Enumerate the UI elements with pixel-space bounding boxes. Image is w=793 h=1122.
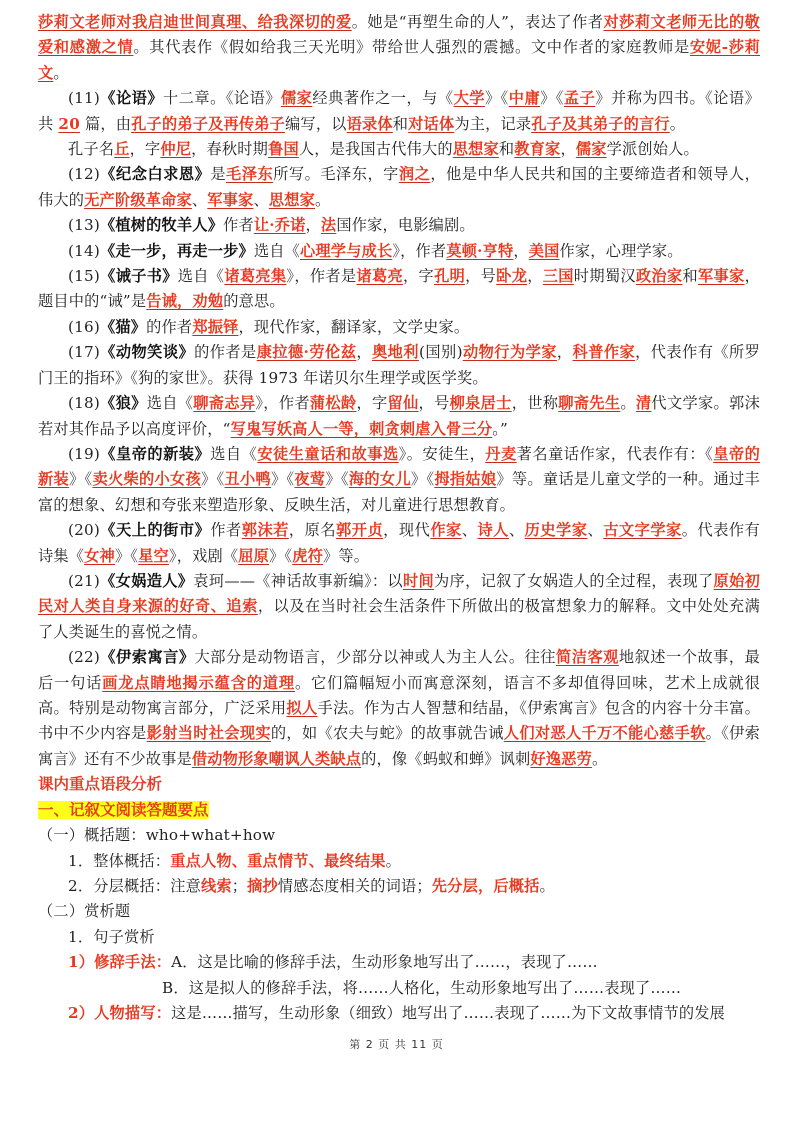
text-run: ， [513, 241, 529, 260]
text-run: ，字 [356, 394, 388, 413]
outline-line-o6 [38, 950, 760, 975]
paragraph-p0 [38, 10, 760, 86]
text-run: 的，如《农夫与蛇》的故事就告诫 [270, 724, 504, 743]
text-run: 》，作者是 [286, 267, 357, 286]
work-title: 《狼》 [99, 394, 147, 413]
outline-line-o8 [38, 1001, 760, 1026]
text-run: 》《 [269, 546, 293, 565]
text-run: ，春秋时期 [191, 140, 269, 159]
key-point-underlined: 诸葛亮集 [224, 267, 287, 286]
key-point-underlined: 聊斋志异 [193, 394, 256, 413]
outline-line-o5 [38, 925, 760, 950]
paragraph-p17 [38, 340, 760, 391]
paragraph-p20 [38, 518, 760, 569]
key-point-underlined: 政治家 [635, 267, 683, 286]
answer-outline [38, 823, 760, 1026]
paragraph-p19 [38, 442, 760, 518]
key-point-underlined: 安妮-莎莉文 [38, 38, 761, 82]
text-run: ，现代 [383, 521, 431, 540]
text-run: (16) [68, 317, 100, 336]
key-point-underlined: 丘 [114, 140, 130, 159]
text-run: 》《 [201, 470, 225, 489]
paragraph-p14 [38, 239, 760, 264]
key-point-underlined: 人们对恶人千万不能心慈手软 [503, 724, 706, 743]
key-point-underlined: 鲁国 [268, 140, 299, 159]
key-point-underlined: 儒家 [575, 140, 607, 159]
work-title: 《伊索寓言》 [99, 648, 195, 667]
text-run: （一）概括题：who+what+how [38, 826, 276, 845]
paragraph-p22 [38, 645, 760, 772]
outline-line-o1 [38, 823, 760, 848]
key-point-underlined: 科普作家 [572, 343, 636, 362]
text-run: (18) [68, 394, 100, 413]
key-point-underlined: 儒家 [280, 89, 313, 108]
text-run: 。 [591, 749, 608, 768]
work-title: 《纪念白求恩》 [99, 165, 211, 184]
key-point-underlined: 拟人 [286, 698, 318, 717]
text-run: 孔子名 [68, 140, 115, 159]
key-point: 摘抄 [247, 877, 278, 895]
key-point-underlined: 海的女儿 [348, 470, 411, 489]
key-point-underlined: 屈原 [238, 546, 270, 565]
text-run: 1．整体概括： [68, 851, 171, 870]
key-point-underlined: 清 [635, 394, 652, 413]
text-run: 》《 [484, 89, 509, 108]
text-run: 。《伊索寓言》还有不少故事是 [38, 724, 761, 768]
text-run: 选自《 [177, 267, 225, 286]
key-point: 重点人物、重点情节、最终结果 [170, 851, 386, 870]
key-point-underlined: 军事家 [207, 190, 254, 209]
text-run: 为主，记录 [454, 114, 532, 133]
key-point-underlined: 孔子的弟子及再传弟子 [131, 114, 286, 133]
key-point-underlined: 卖火柴的小女孩 [92, 470, 202, 489]
text-run: 著名童话作家，代表作有：《 [516, 444, 714, 463]
text-run: ，原名 [288, 521, 337, 540]
text-run: 。它们篇幅短小而寓意深刻，语言不多却值得回味，艺术上成就很高。特别是动物寓言部分，广泛采用 [38, 673, 760, 717]
key-point-underlined: 卧龙 [496, 267, 528, 286]
outline-line-o4 [38, 899, 760, 924]
text-run: （二）赏析题 [38, 902, 131, 921]
text-run: 。 [315, 190, 331, 209]
key-point-underlined: 郭开贞 [336, 521, 384, 540]
text-run: 是 [210, 165, 227, 184]
text-run: 选自《 [253, 241, 301, 260]
outline-line-o7 [38, 976, 760, 1001]
key-point: 先分层，后概括 [431, 877, 540, 895]
key-point-underlined: 柳泉居士 [449, 394, 512, 413]
key-point-underlined: 时间 [402, 571, 435, 590]
key-point-underlined: 教育家 [514, 140, 561, 159]
key-point-underlined: 诗人 [477, 521, 509, 540]
text-run: 和 [682, 267, 698, 286]
text-run: ，字 [129, 140, 161, 159]
key-point-underlined: 思想家 [452, 140, 499, 159]
text-run: 的，像《蚂蚁和蝉》讽刺 [361, 749, 531, 768]
text-run: 1．句子赏析 [68, 927, 155, 946]
outline-line-o2 [38, 849, 760, 874]
text-run: ， [356, 343, 372, 362]
text-run: 编写，以 [285, 114, 347, 133]
text-run: 学派创始人。 [606, 140, 699, 159]
text-run: 作家，心理学家。 [559, 241, 683, 260]
text-run: 。 [53, 63, 69, 82]
work-title: 《走一步，再走一步》 [99, 241, 254, 260]
paragraph-p18 [38, 391, 760, 442]
key-point-underlined: 孔子及其弟子的言行 [531, 114, 670, 133]
text-run: 时期蜀汉 [573, 267, 636, 286]
key-point-underlined: 美国 [528, 241, 560, 260]
text-run: ，题目中的“诫”是 [38, 267, 760, 311]
text-run: ，号 [418, 394, 450, 413]
text-run: 。 [620, 394, 636, 413]
text-run: 》，作者 [255, 394, 310, 413]
text-run: 作者 [223, 216, 254, 235]
text-run: (22) [68, 648, 100, 667]
key-point-underlined: 郑振铎 [192, 317, 239, 336]
key-point-underlined: 安徒生童话和故事选 [257, 444, 399, 463]
paragraph-p12 [38, 162, 760, 213]
key-point-underlined: 莎莉文老师对我启迪世间真理、给我深切的爱 [38, 13, 352, 31]
section-title: 课内重点语段分析 [38, 775, 163, 794]
text-run: 》，作者 [392, 241, 447, 260]
text-run: 和 [498, 140, 515, 159]
text-run: 。 [669, 114, 686, 133]
key-point-underlined: 无产阶级革命家 [84, 190, 192, 209]
text-run: A．这是比喻的修辞手法，生动形象地写出了……，表现了…… [171, 953, 598, 972]
key-point-underlined: 20 [58, 114, 80, 133]
key-point: 线索 [200, 877, 232, 895]
key-point-underlined: 皇帝的新装 [38, 444, 760, 489]
key-point-underlined: 古文字学家 [603, 521, 682, 540]
paragraph-p15 [38, 264, 760, 315]
paragraph-p21 [38, 569, 760, 645]
knowledge-list [38, 10, 760, 772]
text-run: ，世称 [511, 394, 559, 413]
text-run: 所写。毛泽东，字 [273, 165, 399, 184]
key-point-underlined: 好逸恶劳 [530, 749, 592, 768]
key-point-underlined: 大学 [453, 89, 485, 108]
key-point-underlined: 莫顿·亨特 [446, 241, 514, 260]
key-point-underlined: 心理学与成长 [300, 241, 393, 260]
key-point-underlined: 简洁客观 [556, 648, 619, 667]
key-point-underlined: 画龙点睛地揭示蕴含的道理 [102, 673, 295, 692]
text-run: (19) [68, 444, 100, 463]
text-run: 、 [508, 521, 525, 540]
key-point-underlined: 诸葛亮 [356, 267, 404, 286]
text-run: 手法。作为古人智慧和结晶，《伊索寓言》包含的内容十分丰富。书中不少内容是 [38, 698, 761, 743]
text-run: 》《 [540, 89, 564, 108]
key-point-underlined: 语录体 [346, 114, 393, 133]
work-title: 《论语》 [99, 89, 164, 108]
outline-line-o3 [38, 874, 760, 899]
text-run: ， [560, 140, 576, 159]
text-run: 》《 [410, 470, 435, 489]
text-run: 》等。童话是儿童文学的一种。通过丰富的想象、幻想和夸张来塑造形象、反映生活，对儿童进行思想教育。 [38, 470, 760, 514]
text-run: 代文学家。郭沫若对其作品予以高度评价，“ [38, 394, 760, 438]
text-run: B．这是拟人的修辞手法，将……人格化，生动形象地写出了……表现了…… [162, 978, 682, 997]
key-point-underlined: 让·乔诺 [253, 216, 306, 235]
key-point: 1）修辞手法： [68, 953, 172, 972]
key-point-underlined: 星空 [138, 546, 169, 565]
text-run: ， [556, 343, 573, 362]
text-run: 2．分层概括：注意 [68, 877, 201, 895]
key-point-underlined: 军事家 [698, 267, 745, 286]
text-run: 这是……描写，生动形象（细致）地写出了……表现了……为下文故事情节的发展 [171, 1004, 726, 1023]
text-run: 。她是“再塑生命的人”，表达了作者 [351, 13, 604, 31]
paragraph-p11b [38, 137, 760, 162]
key-point-underlined: 影射当时社会现实 [146, 724, 271, 743]
paragraph-p11 [38, 86, 760, 137]
text-run: 袁珂——《神话故事新编》：以 [193, 571, 403, 590]
text-run: 》等。 [323, 546, 370, 565]
key-point-underlined: 动物行为学家 [462, 343, 557, 362]
key-point-underlined: 借动物形象嘲讽人类缺点 [191, 749, 362, 768]
work-title: 《皇帝的新装》 [99, 444, 211, 463]
text-run: (20) [68, 521, 100, 540]
work-title: 《天上的街市》 [99, 521, 211, 540]
text-run: 。 [539, 877, 555, 895]
text-run: 地叙述一个故事，最后一句话 [38, 648, 760, 692]
key-point-underlined: 丑小鸭 [224, 470, 271, 489]
text-run: 选自《 [146, 394, 194, 413]
key-point-underlined: 郭沫若 [241, 521, 289, 540]
text-run: ，代表作有《所罗门王的指环》《狗的家世》。获得 1973 年诺贝尔生理学或医学奖。 [38, 343, 761, 387]
text-run: 、 [461, 521, 478, 540]
text-run: 、 [191, 190, 208, 209]
text-run: ， [527, 267, 543, 286]
text-run: 》《 [114, 546, 139, 565]
key-point-underlined: 奥地利 [372, 343, 419, 362]
work-title: 《猫》 [99, 317, 147, 336]
text-run: 十二章。《论语》 [163, 89, 281, 108]
key-point-underlined: 写鬼写妖高人一等，刺贪刺虐入骨三分 [230, 419, 493, 438]
text-run: ，号 [465, 267, 497, 286]
work-title: 《女娲造人》 [99, 571, 194, 590]
key-point-underlined: 润之 [398, 165, 431, 184]
text-run: 。代表作有诗集《 [38, 521, 761, 565]
text-run: 和 [392, 114, 409, 133]
key-point-underlined: 夜莺 [294, 470, 326, 489]
text-run: (14) [68, 241, 100, 260]
text-run: 人，是我国古代伟大的 [298, 140, 453, 159]
key-point-underlined: 蒲松龄 [309, 394, 357, 413]
key-point-underlined: 原始初民对人类自身来源的好奇、追索 [38, 571, 760, 616]
key-point-underlined: 拇指姑娘 [434, 470, 497, 489]
key-point-underlined: 作家 [430, 521, 462, 540]
text-run: 》《 [69, 470, 93, 489]
key-point-underlined: 孟子 [563, 89, 596, 108]
text-run: 》并称为四书。《论语》共 [38, 89, 760, 133]
key-point-underlined: 法 [320, 216, 337, 235]
text-run: ，现代作家，翻译家，文学史家。 [238, 317, 470, 336]
text-run: 。” [492, 419, 508, 438]
text-run: 。 [385, 851, 402, 870]
text-run: 经典著作之一，与《 [312, 89, 454, 108]
text-run: 》，戏剧《 [168, 546, 239, 565]
text-run: 为序，记叙了女娲造人的全过程，表现了 [434, 571, 714, 590]
text-run: 、 [587, 521, 604, 540]
text-run: (21) [68, 571, 100, 590]
key-point-underlined: 丹麦 [485, 444, 517, 463]
text-run: 。其代表作《假如给我三天光明》带给世人强烈的震撼。文中作者的家庭教师是 [133, 38, 690, 57]
key-point-underlined: 女神 [84, 546, 115, 565]
work-title: 《动物笑谈》 [99, 343, 195, 362]
text-run: 、 [253, 190, 269, 209]
key-point-underlined: 留仙 [387, 394, 419, 413]
key-point-underlined: 孔明 [434, 267, 466, 286]
key-point-underlined: 康拉德·劳伦兹 [256, 343, 357, 362]
key-point-underlined: 聊斋先生 [558, 394, 621, 413]
key-point-underlined: 中庸 [508, 89, 541, 108]
text-run: 大部分是动物语言，少部分以神或人为主人公。往往 [194, 648, 557, 667]
key-point-underlined: 思想家 [268, 190, 316, 209]
text-run: 国作家，电影编剧。 [336, 216, 475, 235]
text-run: 的意思。 [223, 292, 285, 311]
text-run: (17) [68, 343, 100, 362]
text-run: ，字 [403, 267, 435, 286]
key-point-underlined: 告诫，劝勉 [146, 292, 224, 311]
text-run: (11) [68, 89, 100, 108]
work-title: 《诫子书》 [99, 267, 178, 286]
text-run: ； [231, 877, 248, 895]
key-point-underlined: 仲尼 [160, 140, 192, 159]
text-run: ， [305, 216, 321, 235]
document-page [38, 10, 760, 1026]
key-point-underlined: 毛泽东 [226, 165, 274, 184]
text-run: 作者 [210, 521, 242, 540]
text-run: (15) [68, 267, 100, 286]
key-point: 2）人物描写： [68, 1004, 172, 1023]
text-run: 的作者是 [194, 343, 257, 362]
text-run: ，以及在当时社会生活条件下所做出的极富想象力的解释。文中处处充满了人类诞生的喜悦之情。 [38, 597, 760, 641]
text-run: ，他是中华人民共和国的主要缔造者和领导人，伟大的 [38, 165, 761, 209]
key-point-underlined: 历史学家 [524, 521, 588, 540]
paragraph-p13 [38, 213, 760, 238]
key-point-underlined: 对话体 [408, 114, 455, 133]
text-run: 篇，由 [79, 114, 132, 133]
text-run: 选自《 [210, 444, 258, 463]
key-point-underlined: 三国 [542, 267, 574, 286]
text-run: 情感态度相关的词语； [277, 877, 432, 895]
key-point-underlined: 对莎莉文老师无比的敬爱和感激之情 [38, 13, 761, 57]
text-run: 的作者 [146, 317, 193, 336]
paragraph-p16 [38, 315, 760, 340]
work-title: 《植树的牧羊人》 [99, 216, 224, 235]
highlighted-heading: 一、记叙文阅读答题要点 [38, 800, 209, 819]
section-heading [38, 798, 760, 824]
text-run: 》。安徒生， [398, 444, 486, 463]
page-footer: 第 2 页 共 11 页 [349, 1038, 444, 1051]
text-run: (13) [68, 216, 100, 235]
text-run: (国别) [418, 343, 463, 362]
text-run: 》《 [270, 470, 295, 489]
key-point-underlined: 虎符 [292, 546, 324, 565]
text-run: (12) [68, 165, 100, 184]
text-run: 》《 [325, 470, 349, 489]
